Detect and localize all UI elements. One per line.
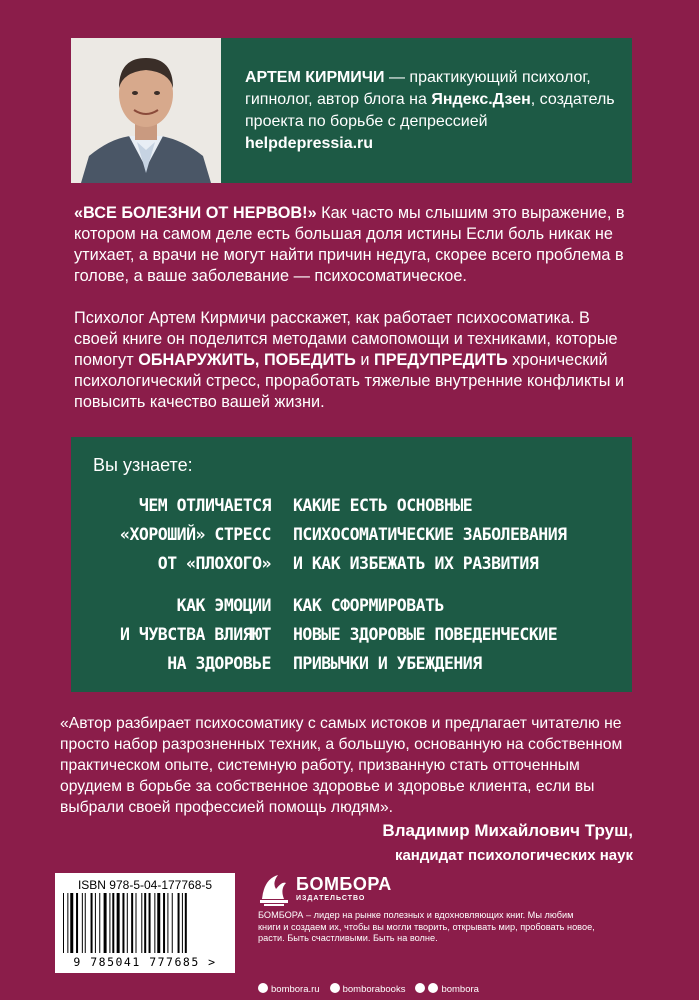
- link-website[interactable]: [258, 983, 320, 995]
- barcode-bar: [109, 893, 110, 953]
- barcode-bars: [63, 893, 227, 953]
- barcode-bar: [99, 893, 100, 953]
- author-photo: [71, 38, 221, 183]
- publisher-text: БОМБОРА – лидер на рынке полезных и вдохновляющих книг. Мы любим книги и создаем их, чтобы вы могли творить, открывать мир, пробовать новое, расти. Быть счастливыми. Быть на волне.: [258, 910, 595, 943]
- author-desc-1: — практикующий психолог, гипнолог, автор блога на: [245, 68, 591, 108]
- barcode-bar: [104, 893, 107, 953]
- link-social[interactable]: [415, 983, 479, 995]
- barcode-bar: [63, 893, 64, 953]
- review-quote: «Автор разбирает психосоматику с самых истоков и предлагает читателю не просто набор разрозненных техник, а большую, основанную на собственном практическом опыте, системную работу, призванную стать отточенным орудием в борьбе за собственное здоровье и здоровье клиента, если вы выбрали своей профессией помощь людям».: [60, 715, 623, 816]
- quote-author: Владимир Михайлович Труш,: [382, 821, 633, 840]
- barcode-bar: [185, 893, 187, 953]
- barcode-bar: [163, 893, 165, 953]
- author-bio: [221, 67, 632, 155]
- barcode-bar: [157, 893, 160, 953]
- barcode-bar: [178, 893, 180, 953]
- intro-and: и: [355, 351, 374, 369]
- barcode-bar: [141, 893, 142, 953]
- author-site: helpdepressia.ru: [245, 134, 374, 152]
- quote-credential: кандидат психологических наук: [394, 847, 633, 864]
- barcode-bar: [136, 893, 137, 953]
- intro-paragraph-2: [74, 308, 634, 413]
- youtube-icon: [415, 983, 425, 993]
- learn-box: [71, 437, 632, 692]
- publisher-logo: [258, 868, 598, 908]
- publisher-links: [258, 983, 479, 995]
- link-vk[interactable]: [330, 983, 406, 995]
- publisher-sub: ИЗДАТЕЛЬСТВО: [296, 894, 366, 902]
- barcode-bar: [167, 893, 168, 953]
- telegram-icon: [428, 983, 438, 993]
- barcode-bar: [85, 893, 86, 953]
- author-name: АРТЕМ КИРМИЧИ: [245, 68, 385, 86]
- barcode-bar: [70, 893, 73, 953]
- barcode-bar: [149, 893, 151, 953]
- barcode-bar: [67, 893, 68, 953]
- isbn: ISBN 978-5-04-177768-5: [77, 878, 213, 892]
- barcode-bar: [154, 893, 155, 953]
- barcode: [55, 873, 235, 973]
- barcode-bar: [182, 893, 183, 953]
- quote-author-block: [382, 818, 633, 868]
- publisher-name: БОМБОРА: [296, 873, 392, 894]
- intro-p2-a: Психолог Артем Кирмичи расскажет, как работает психосоматика. В своей книге он поделится методами самопомощи и техниками, которые помогут: [74, 309, 618, 369]
- barcode-bar: [117, 893, 120, 953]
- barcode-bar: [131, 893, 133, 953]
- learn-item-1: ЧЕМ ОТЛИЧАЕТСЯ «ХОРОШИЙ» СТРЕСС ОТ «ПЛОХОГО»: [120, 496, 271, 573]
- intro-headline: «ВСЕ БОЛЕЗНИ ОТ НЕРВОВ!»: [74, 204, 317, 222]
- author-blog: Яндекс.Дзен: [431, 90, 531, 108]
- author-desc-2: , создатель проекта по борьбе с депрессией: [245, 90, 615, 130]
- barcode-bar: [91, 893, 93, 953]
- globe-icon: [258, 983, 268, 993]
- vk-icon: [330, 983, 340, 993]
- intro-keyword-2: ПРЕДУПРЕДИТЬ: [374, 351, 508, 369]
- bombora-wave-icon: [258, 869, 290, 907]
- link-social-label: bombora: [441, 984, 479, 995]
- barcode-bar: [144, 893, 146, 953]
- learn-item-4: КАК СФОРМИРОВАТЬ НОВЫЕ ЗДОРОВЫЕ ПОВЕДЕНЧЕСКИЕ ПРИВЫЧКИ И УБЕЖДЕНИЯ: [293, 596, 558, 673]
- publisher-block: [258, 868, 598, 945]
- link-vk-label: bomborabooks: [342, 984, 406, 995]
- barcode-bar: [76, 893, 78, 953]
- barcode-number: 9 785041 777685 >: [73, 955, 217, 969]
- intro-p1-text: Как часто мы слышим это выражение, в котором на самом деле есть большая доля истины Если боль никак не утихает, а врачи не могут найти причин недуга, скорее всего проблема в голове, а ваше заболевание — психосоматическое.: [74, 204, 625, 285]
- barcode-bar: [112, 893, 114, 953]
- intro-text: [74, 203, 634, 434]
- barcode-bar: [95, 893, 96, 953]
- learn-item-3: КАК ЭМОЦИИ И ЧУВСТВА ВЛИЯЮТ НА ЗДОРОВЬЕ: [120, 596, 271, 673]
- intro-p2-b: хронический психологический стресс, проработать тяжелые внутренние конфликты и повысить качество вашей жизни.: [74, 351, 625, 411]
- learn-title: Вы узнаете:: [93, 455, 193, 475]
- barcode-bar: [172, 893, 173, 953]
- intro-paragraph-1: [74, 203, 634, 287]
- learn-item-2: КАКИЕ ЕСТЬ ОСНОВНЫЕ ПСИХОСОМАТИЧЕСКИЕ ЗАБОЛЕВАНИЯ И КАК ИЗБЕЖАТЬ ИХ РАЗВИТИЯ: [293, 496, 567, 573]
- link-website-label: bombora.ru: [271, 984, 320, 995]
- author-box: [71, 38, 632, 183]
- barcode-bar: [127, 893, 128, 953]
- barcode-bar: [82, 893, 83, 953]
- barcode-bar: [122, 893, 124, 953]
- intro-keyword-1: ОБНАРУЖИТЬ, ПОБЕДИТЬ: [138, 351, 356, 369]
